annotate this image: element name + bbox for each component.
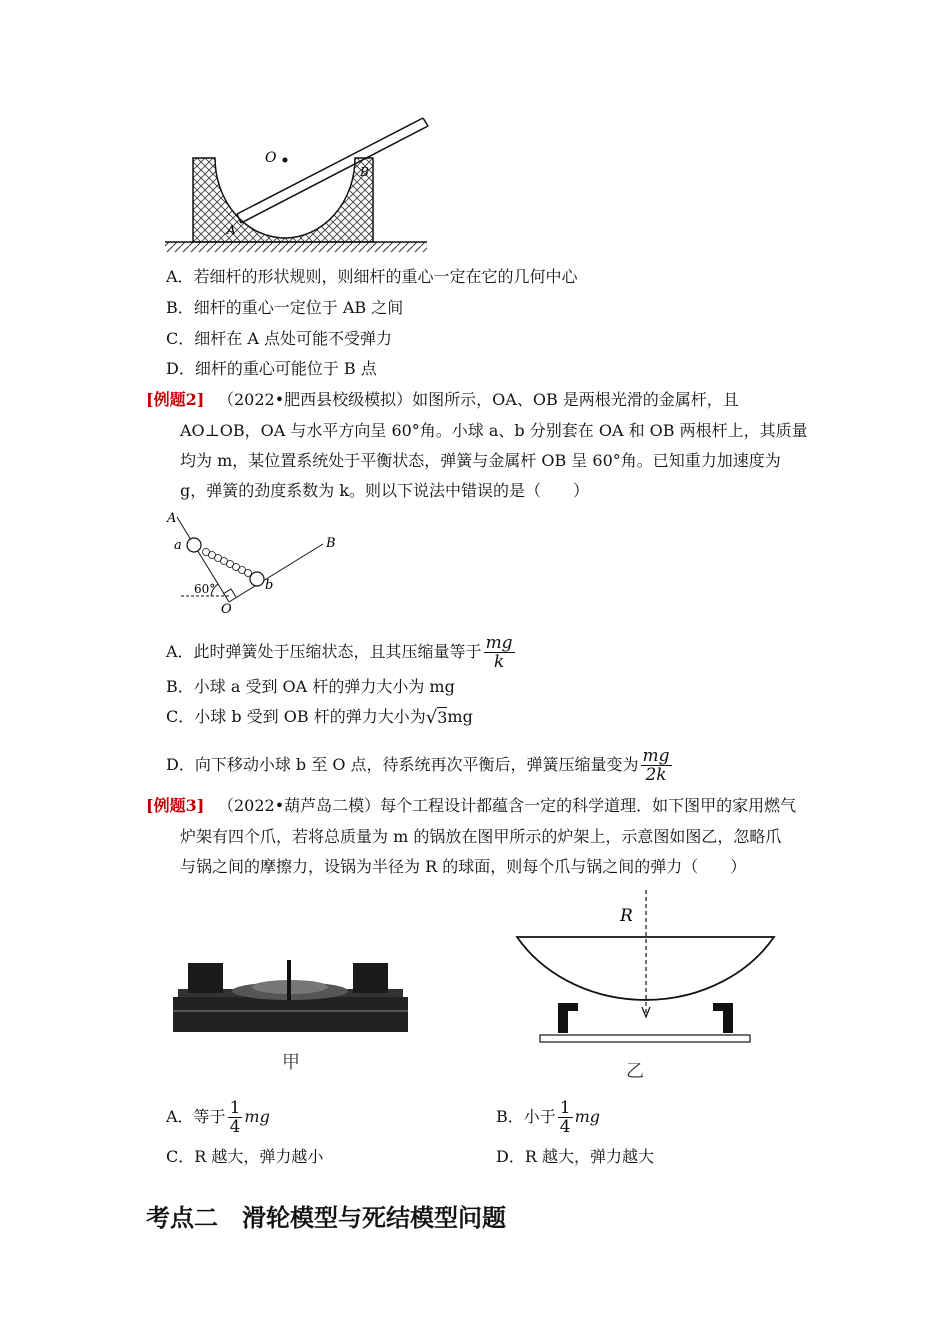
example3-line3: 与锅之间的摩擦力，设锅为半径为 R 的球面，则每个爪与锅之间的弹力（ ） — [180, 857, 747, 876]
label-jia: 甲 — [282, 1052, 300, 1073]
ex2-option-d: D．向下移动小球 b 至 O 点，待系统再次平衡后，弹簧压缩量变为 $\frac{mg}{2k}$ — [166, 746, 670, 785]
example2-tag: [例题2] — [146, 390, 205, 409]
example2-line2: AO⊥OB，OA 与水平方向呈 60°角。小球 a、b 分别套在 OA 和 OB 两根杆上，其质量 — [180, 421, 808, 440]
ball-a — [187, 538, 201, 552]
stove-photo-figure — [168, 955, 413, 1080]
frac-mg-k: $\frac{mg}{k}$ — [485, 633, 513, 672]
bowl-block — [193, 158, 373, 242]
example3-tag: [例题3] — [146, 796, 205, 815]
q1-option-d: D．细杆的重心可能位于 B 点 — [166, 359, 377, 378]
ball-b — [250, 572, 264, 586]
ground — [165, 242, 427, 252]
section-heading: 考点二 滑轮模型与死结模型问题 — [146, 1204, 506, 1232]
example3-line2: 炉架有四个爪，若将总质量为 m 的锅放在图甲所示的炉架上，示意图如图乙，忽略爪 — [180, 827, 782, 846]
ex3-option-c: C．R 越大，弹力越小 — [166, 1147, 324, 1166]
point-O — [283, 158, 288, 163]
label-A: A — [227, 223, 236, 237]
frac-mg-2k: $\frac{mg}{2k}$ — [642, 746, 670, 785]
spring-rods-figure — [165, 505, 355, 615]
example3-line1: （2022•葫芦岛二模）每个工程设计都蕴含一定的科学道理．如下图甲的家用燃气 — [218, 796, 797, 815]
ex3-option-b: B．小于 $\frac{1}{4}$ mg — [496, 1098, 601, 1137]
example2-line3: 均为 m，某位置系统处于平衡状态，弹簧与金属杆 OB 呈 60°角。已知重力加速度为 — [180, 451, 781, 470]
label-b: b — [265, 578, 274, 593]
bowl-rod-figure — [165, 110, 435, 255]
q1-option-a: A．若细杆的形状规则，则细杆的重心一定在它的几何中心 — [166, 267, 578, 286]
label-A: A — [167, 511, 177, 526]
label-yi: 乙 — [626, 1061, 644, 1082]
ex3-option-d: D．R 越大，弹力越大 — [496, 1147, 654, 1166]
label-O: O — [265, 150, 277, 166]
label-a: a — [174, 538, 182, 553]
label-angle: 60° — [194, 582, 216, 596]
ex2-option-b: B．小球 a 受到 OA 杆的弹力大小为 mg — [166, 677, 455, 696]
example2-line4: g，弹簧的劲度系数为 k。则以下说法中错误的是（ ） — [180, 481, 590, 500]
ex3-option-a: A．等于 $\frac{1}{4}$ mg — [166, 1098, 270, 1137]
claw-right — [713, 1003, 733, 1033]
claw-left — [558, 1003, 578, 1033]
label-B: B — [326, 536, 336, 551]
example2-line1: （2022•肥西县校级模拟）如图所示，OA、OB 是两根光滑的金属杆，且 — [218, 390, 739, 409]
spring — [203, 549, 252, 577]
rod — [237, 118, 428, 223]
ex2-option-a: A．此时弹簧处于压缩状态，且其压缩量等于 $\frac{mg}{k}$ — [166, 633, 513, 672]
q1-option-c: C．细杆在 A 点处可能不受弹力 — [166, 329, 392, 348]
q1-option-b: B．细杆的重心一定位于 AB 之间 — [166, 298, 404, 317]
sqrt-symbol: √3 — [425, 706, 448, 728]
label-O: O — [221, 602, 232, 615]
label-R: R — [620, 906, 633, 926]
label-B: B — [360, 165, 369, 179]
ex2-option-c: C．小球 b 受到 OB 杆的弹力大小为√3mg — [166, 706, 473, 728]
pot-schematic-figure — [512, 885, 777, 1085]
